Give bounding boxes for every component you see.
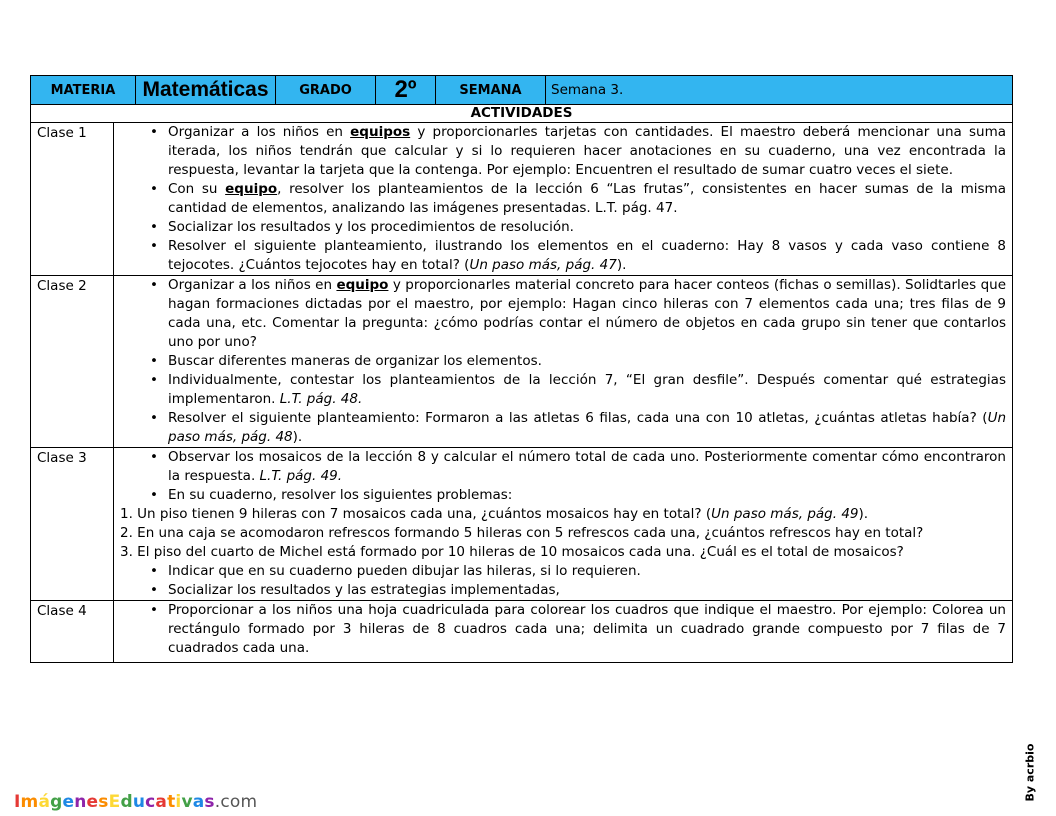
clase-row — [31, 123, 1013, 276]
planning-sheet — [30, 75, 1012, 663]
list-item: • Organizar a los niños en equipos y proporcionarles tarjetas con cantidades. El maestro deberá mencionar una suma iterada, los niños tendrán que calcular y si lo requieren hacer anotaciones en su cuaderno, una vez encontrada la respuesta, levantar la tarjeta que la contenga. Por ejemplo: Encuentren el resultado de sumar cuatro veces el siete. — [120, 123, 1006, 180]
materia-label: MATERIA — [31, 76, 136, 105]
list-item: • Indicar que en su cuaderno pueden dibujar las hileras, si lo requieren. — [120, 562, 1006, 581]
clase-label: Clase 4 — [31, 601, 114, 663]
clase-row — [31, 448, 1013, 601]
clase-row — [31, 601, 1013, 663]
list-item: • Buscar diferentes maneras de organizar los elementos. — [120, 352, 1006, 371]
author-signature: By acrbio — [1023, 743, 1037, 802]
list-item: • Resolver el siguiente planteamiento: Formaron a las atletas 6 filas, cada una con 10 atletas, ¿cuántas atletas había? (Un paso más, pág. 48). — [120, 409, 1006, 447]
list-item: • Organizar a los niños en equipo y proporcionarles material concreto para hacer conteos (fichas o semillas). Solidtarles que hagan formaciones dictadas por el maestro, por ejemplo: Hagan cinco hileras con 7 elementos cada una; tres filas de 9 cada una, etc. Comentar la pregunta: ¿cómo podrías contar el número de objetos en cada grupo sin tener que contarlos uno por uno? — [120, 276, 1006, 352]
clase-content — [114, 448, 1013, 601]
semana-value: Semana 3. — [546, 76, 1013, 105]
planning-table — [30, 75, 1013, 663]
grado-label: GRADO — [276, 76, 376, 105]
clase-label: Clase 3 — [31, 448, 114, 601]
clase-label: Clase 2 — [31, 276, 114, 448]
list-item: • Proporcionar a los niños una hoja cuadriculada para colorear los cuadros que indique el maestro. Por ejemplo: Colorea un rectángulo formado por 3 hileras de 8 cuadros cada una; delimita un cuadrado grande compuesto por 7 filas de 7 cuadrados cada una. — [120, 601, 1006, 658]
site-logo[interactable]: ImágenesEducativas.com — [14, 792, 258, 812]
list-item: • Individualmente, contestar los planteamientos de la lección 7, “El gran desfile”. Después comentar qué estrategias implementaron. L.T. pág. 48. — [120, 371, 1006, 409]
actividades-row — [31, 105, 1013, 123]
problem-item: 3. El piso del cuarto de Michel está formado por 10 hileras de 10 mosaicos cada una. ¿Cuál es el total de mosaicos? — [120, 544, 904, 560]
materia-value: Matemáticas — [136, 76, 276, 105]
list-item: • Socializar los resultados y las estrategias implementadas, — [120, 581, 1006, 600]
clase-content — [114, 601, 1013, 663]
list-item: • Observar los mosaicos de la lección 8 y calcular el número total de cada uno. Posteriormente comentar cómo encontraron la respuesta. L.T. pág. 49. — [120, 448, 1006, 486]
list-item: • Socializar los resultados y los procedimientos de resolución. — [120, 218, 1006, 237]
clase-label: Clase 1 — [31, 123, 114, 276]
list-item: • Con su equipo, resolver los planteamientos de la lección 6 “Las frutas”, consistentes en hacer sumas de la misma cantidad de elementos, analizando las imágenes presentadas. L.T. pág. 47. — [120, 180, 1006, 218]
grado-value: 2º — [376, 76, 436, 105]
problem-item: 1. Un piso tienen 9 hileras con 7 mosaicos cada una, ¿cuántos mosaicos hay en total? (Un paso más, pág. 49). — [120, 506, 869, 522]
semana-label: SEMANA — [436, 76, 546, 105]
header-row — [31, 76, 1013, 105]
list-item: • Resolver el siguiente planteamiento, ilustrando los elementos en el cuaderno: Hay 8 vasos y cada vaso contiene 8 tejocotes. ¿Cuántos tejocotes hay en total? (Un paso más, pág. 47). — [120, 237, 1006, 275]
list-item: • En su cuaderno, resolver los siguientes problemas: — [120, 486, 1006, 505]
clase-content — [114, 276, 1013, 448]
clase-row — [31, 276, 1013, 448]
problem-item: 2. En una caja se acomodaron refrescos formando 5 hileras con 5 refrescos cada una, ¿cuántos refrescos hay en total? — [120, 525, 924, 541]
actividades-title: ACTIVIDADES — [31, 105, 1013, 123]
clase-content — [114, 123, 1013, 276]
